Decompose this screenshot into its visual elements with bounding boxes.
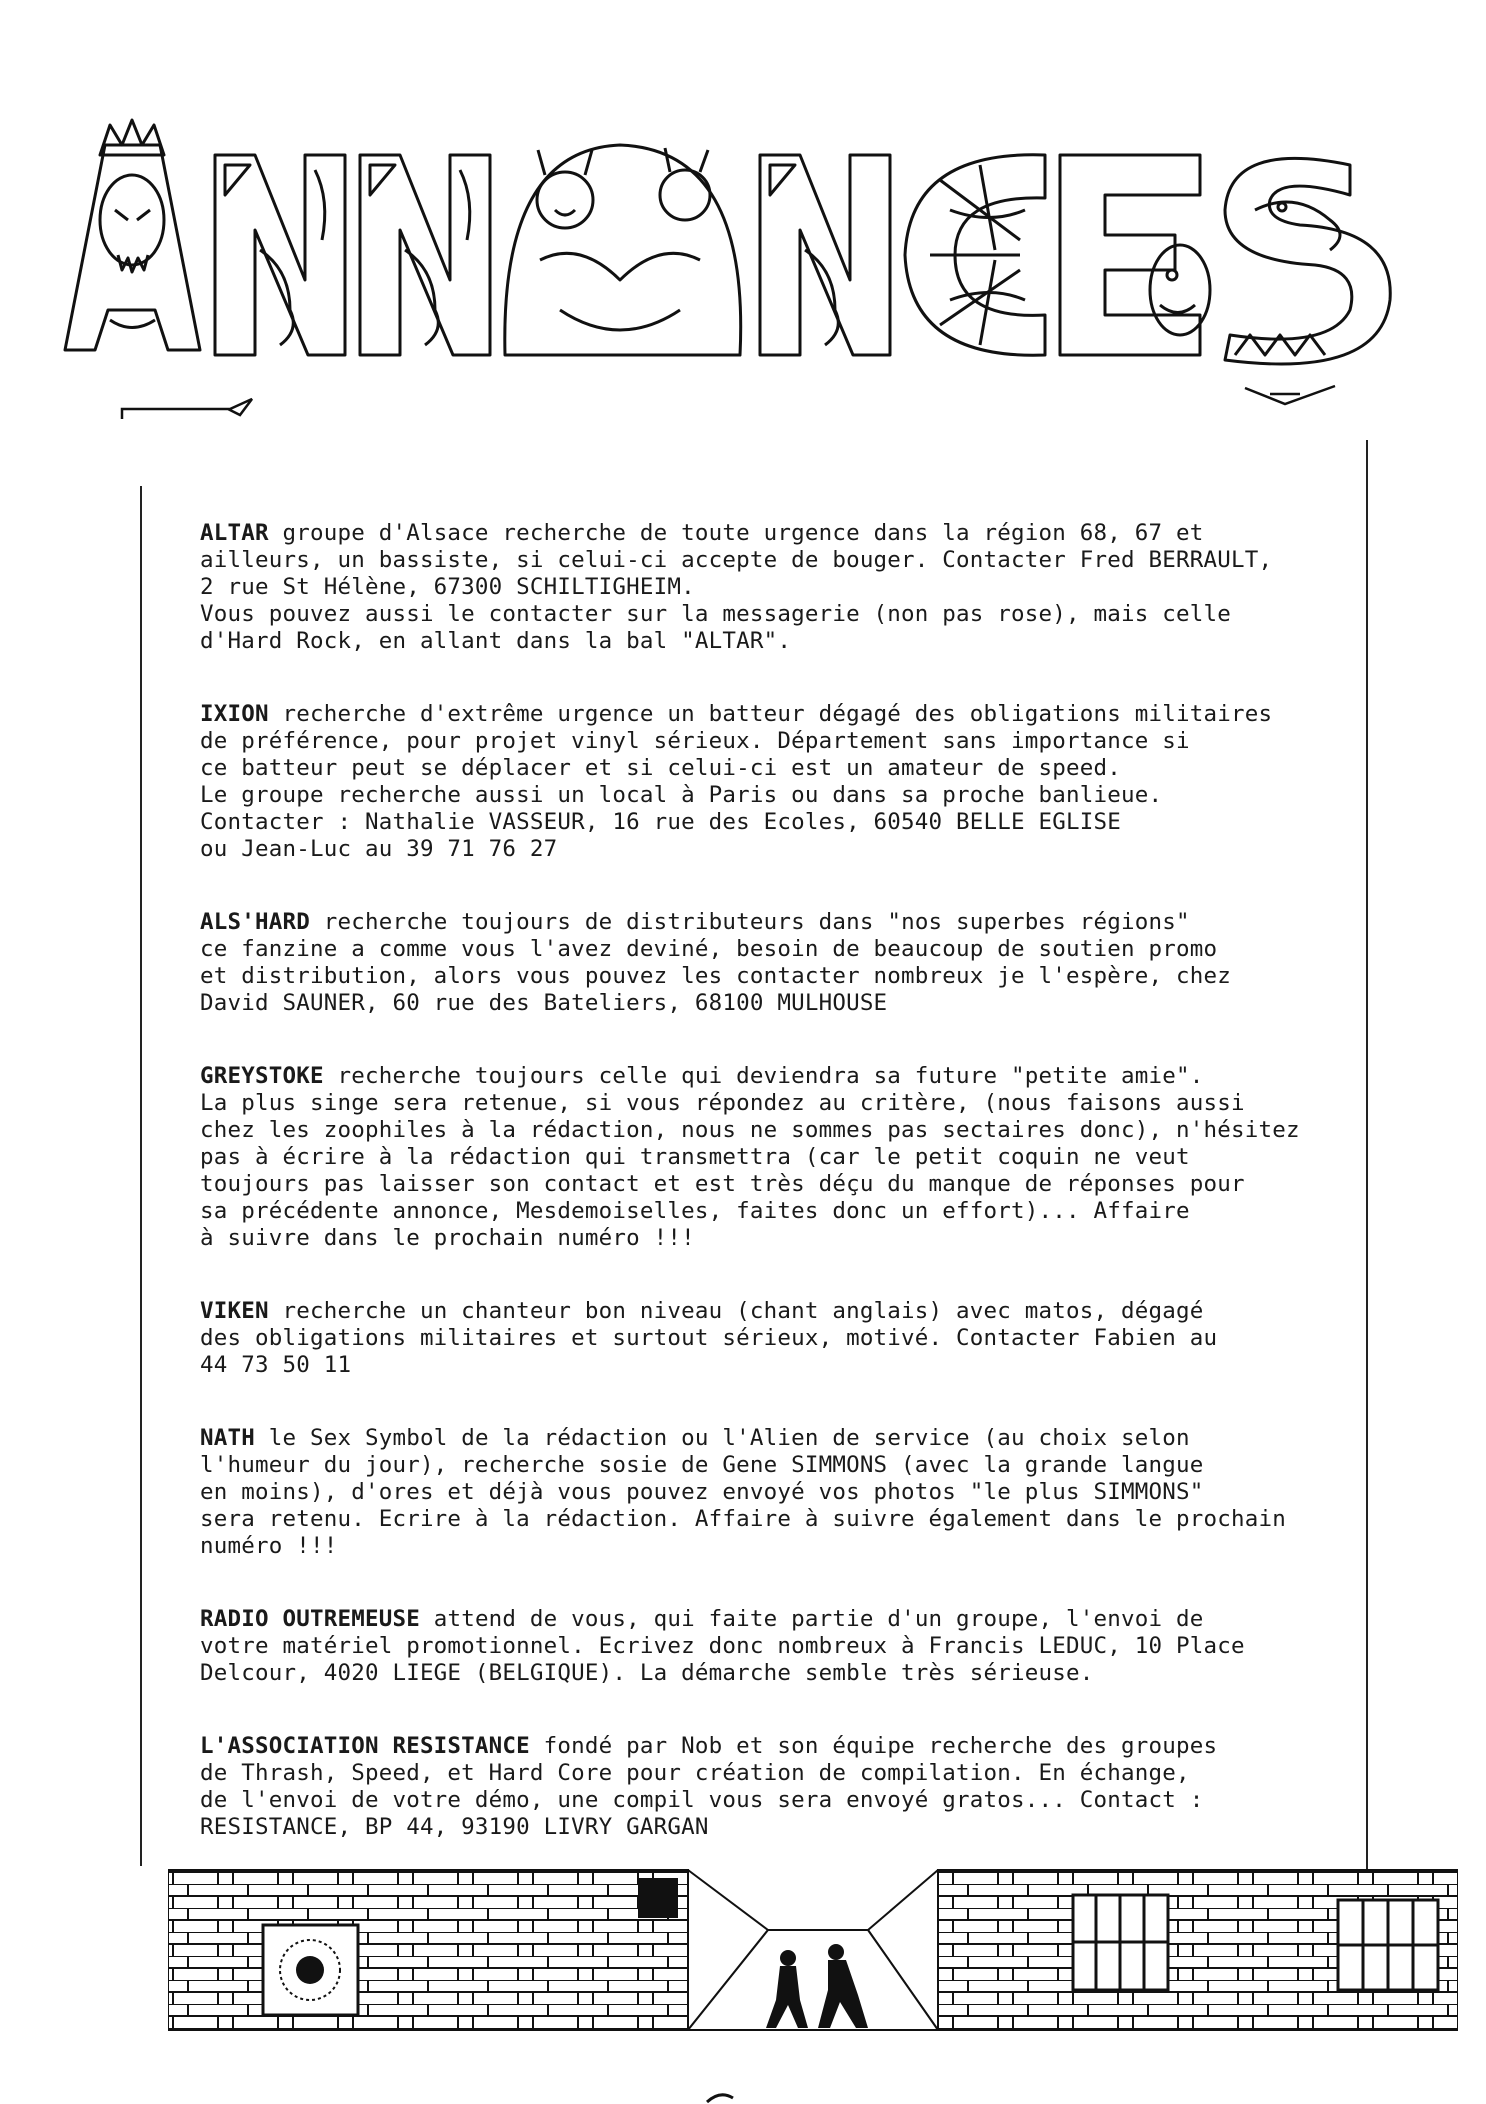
ad-altar	[200, 520, 1330, 655]
ad-text: recherche un chanteur bon niveau (chant anglais) avec matos, dégagé des obligations militaires et surtout sérieux, motivé. Contacter Fabien au 44 73 50 11	[200, 1298, 1218, 1378]
letter-e-face	[1060, 155, 1210, 355]
ad-name: ALTAR	[200, 520, 269, 546]
ad-text: groupe d'Alsace recherche de toute urgence dans la région 68, 67 et ailleurs, un bassiste, si celui-ci accepte de bouger. Contacter Fred BERRAULT, 2 rue St Hélène, 67300 SCHILTIGHEIM. Vous pouvez aussi le contacter sur la messagerie (non pas rose), mais celle d'Hard Rock, en allant dans la bal "ALTAR".	[200, 520, 1273, 654]
ad-text: recherche toujours de distributeurs dans "nos superbes régions" ce fanzine a comme vous l'avez deviné, besoin de beaucoup de soutien promo et distribution, alors vous pouvez les contacter nombreux je l'espère, chez David SAUNER, 60 rue des Bateliers, 68100 MULHOUSE	[200, 909, 1231, 1016]
ad-ixion	[200, 701, 1330, 863]
ad-name: RADIO OUTREMEUSE	[200, 1606, 420, 1632]
left-flourish	[120, 395, 260, 425]
letter-n-2	[360, 155, 490, 355]
ad-viken	[200, 1298, 1330, 1379]
ad-association-resistance	[200, 1733, 1330, 1841]
letter-a-skull	[65, 120, 200, 350]
frame-left-border	[140, 486, 142, 1866]
letter-n-1	[215, 155, 345, 355]
street-illustration	[168, 1860, 1458, 2035]
ad-name: ALS'HARD	[200, 909, 310, 935]
ad-radio-outremeuse	[200, 1606, 1330, 1687]
ad-name: VIKEN	[200, 1298, 269, 1324]
ad-greystoke	[200, 1063, 1330, 1252]
ad-text: le Sex Symbol de la rédaction ou l'Alien de service (au choix selon l'humeur du jour), recherche sosie de Gene SIMMONS (avec la grande langue en moins), d'ores et déjà vous pouvez envoyé vos photos "le plus SIMMONS" sera retenu. Ecrire à la rédaction. Affaire à suivre également dans le prochain numéro !!!	[200, 1425, 1286, 1559]
ad-name: IXION	[200, 701, 269, 727]
classified-ads	[200, 520, 1330, 1887]
letter-c-cobweb	[905, 155, 1045, 355]
right-flourish	[1240, 380, 1340, 410]
ad-text: attend de vous, qui faite partie d'un groupe, l'envoi de votre matériel promotionnel. Ecrivez donc nombreux à Francis LEDUC, 10 Place Delcour, 4020 LIEGE (BELGIQUE). La démarche semble très sérieuse.	[200, 1606, 1245, 1686]
letter-n-3	[760, 155, 890, 355]
letter-s-serpent	[1225, 158, 1390, 364]
ad-text: recherche toujours celle qui deviendra sa future "petite amie". La plus singe sera retenue, si vous répondez au critère, (nous faisons aussi chez les zoophiles à la rédaction, nous ne sommes pas sectaires donc), n'hésitez pas à écrire à la rédaction qui transmettra (car le petit coquin ne veut toujours pas laisser son contact et est très déçu du manque de réponses pour sa précédente annonce, Mesdemoiselles, faites donc un effort)... Affaire à suivre dans le prochain numéro !!!	[200, 1063, 1300, 1251]
glowing-fist-window	[263, 1925, 358, 2015]
ad-alshard	[200, 909, 1330, 1017]
ad-name: L'ASSOCIATION RESISTANCE	[200, 1733, 530, 1759]
ad-text: recherche d'extrême urgence un batteur dégagé des obligations militaires de préférence, pour projet vinyl sérieux. Département sans importance si ce batteur peut se déplacer et si celui-ci est un amateur de speed. Le groupe recherche aussi un local à Paris ou dans sa proche banlieue. Contacter : Nathalie VASSEUR, 16 rue des Ecoles, 60540 BELLE EGLISE ou Jean-Luc au 39 71 76 27	[200, 701, 1273, 862]
ad-nath	[200, 1425, 1330, 1560]
frame-right-border	[1366, 440, 1368, 1890]
ad-name: GREYSTOKE	[200, 1063, 324, 1089]
ad-name: NATH	[200, 1425, 255, 1451]
letter-o-demons	[505, 145, 741, 355]
ad-text: fondé par Nob et son équipe recherche des groupes de Thrash, Speed, et Hard Core pour création de compilation. En échange, de l'envoi de votre démo, une compil vous sera envoyé gratos... Contact : RESISTANCE, BP 44, 93190 LIVRY GARGAN	[200, 1733, 1218, 1840]
page-mark	[705, 2090, 735, 2104]
annonces-title-illustration	[60, 110, 1440, 370]
